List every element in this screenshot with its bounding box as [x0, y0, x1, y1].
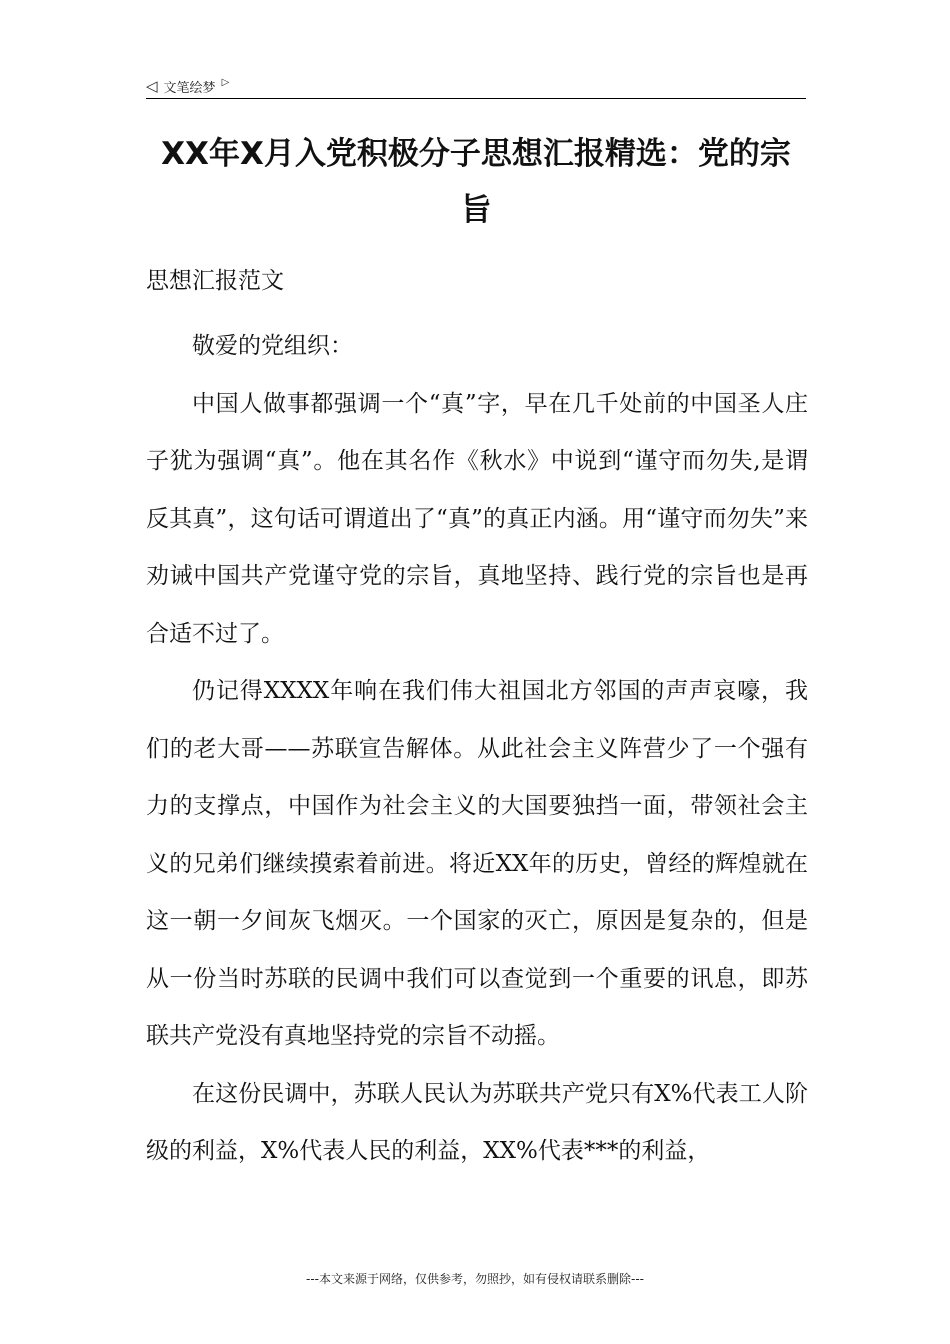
header-text: 文笔绘梦	[163, 80, 216, 96]
document-title: XX年X月入党积极分子思想汇报精选：党的宗旨	[161, 136, 791, 228]
salutation: 敬爱的党组织：	[192, 333, 353, 359]
page-header	[146, 74, 806, 99]
body-paragraph: 仍记得XXXX年响在我们伟大祖国北方邻国的声声哀嚎，我们的老大哥——苏联宣告解体。从此社会主义阵营少了一个强有力的支撑点，中国作为社会主义的大国要独挡一面，带领社会主义的兄弟们继续摸索着前进。将近XX年的历史，曾经的辉煌就在这一朝一夕间灰飞烟灭。一个国家的灭亡，原因是复杂的，但是从一份当时苏联的民调中我们可以查觉到一个重要的讯息，即苏联共产党没有真地坚持党的宗旨不动摇。	[146, 678, 808, 1049]
triangle-right-icon: ▷	[221, 77, 230, 88]
body-paragraph: 在这份民调中，苏联人民认为苏联共产党只有X%代表工人阶级的利益，X%代表人民的利益，XX%代表***的利益，	[146, 1080, 808, 1164]
document-body	[146, 318, 808, 1181]
body-paragraph: 中国人做事都强调一个“真”字，早在几千处前的中国圣人庄子犹为强调“真”。他在其名作《秋水》中说到“谨守而勿失,是谓反其真”，这句话可谓道出了“真”的真正内涵。用“谨守而勿失”来劝诫中国共产党谨守党的宗旨，真地坚持、践行党的宗旨也是再合适不过了。	[146, 390, 808, 647]
document-subtitle: 思想汇报范文	[146, 268, 284, 294]
triangle-left-icon: ◁	[146, 76, 158, 95]
page-footer: ---本文来源于网络，仅供参考，勿照抄，如有侵权请联系删除---	[306, 1272, 644, 1286]
